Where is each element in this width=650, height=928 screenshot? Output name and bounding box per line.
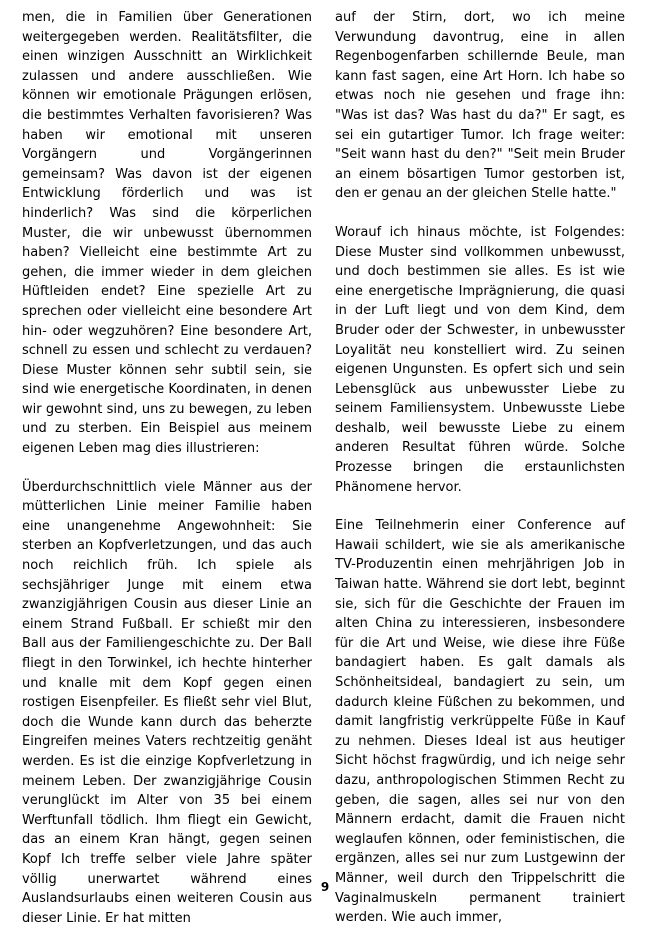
paragraph: Überdurchschnittlich viele Männer aus der mütterlichen Linie meiner Familie haben eine unangenehme Angewohnheit: Sie sterben an Kopfverletzungen, und das auch noch reichlich früh. Ich spiele als sechsjähriger Junge mit einem etwa zwanzigjährigen Cousin aus dieser Linie an einem Strand Fußball. Er schießt mir den Ball aus der Familiengeschichte zu. Der Ball fliegt in den Torwinkel, ich hechte hinterher und knalle mit dem Kopf gegen einen rostigen Eisenpfeiler. Es fließt sehr viel Blut, doch die Wunde kann durch das beherzte Eingreifen meines Vaters rechtzeitig genäht werden. Es ist die einzige Kopfverletzung in meinem Leben. Der zwanzigjährige Cousin verunglückt im Alter von 35 bei einem Werftunfall tödlich. Ihm fliegt ein Gewicht, das an einem Kran hängt, gegen seinen Kopf Ich treffe selber viele Jahre später völlig unerwartet während eines Auslandsurlaubs einen weiteren Cousin aus dieser Linie. Er hat mitten bbox=[22, 479, 312, 926]
paragraph: auf der Stirn, dort, wo ich meine Verwundung davontrug, eine in allen Regenbogenfarben schillernde Beule, man kann fast sagen, eine Art Horn. Ich habe so etwas noch nie gesehen und frage ihn: "Was ist das? Was hast du da?" Er sagt, es sei ein gutartiger Tumor. Ich frage weiter: "Seit wann hast du den?" "Seit mein Bruder an einem bösartigen Tumor gestorben ist, den er genau an der gleichen Stelle hatte." bbox=[335, 10, 625, 202]
paragraph-gap bbox=[335, 204, 625, 223]
page-number: 9 bbox=[320, 880, 330, 894]
paragraph-gap bbox=[22, 459, 312, 478]
paragraph: men, die in Familien über Generationen weitergegeben werden. Realitätsfilter, die einen winzigen Ausschnitt an Wirklichkeit zulassen und andere ausschließen. Wie können wir emotionale Prägungen erlösen, die bestimmtes Verhalten favorisieren? Was haben wir emotional mit unseren Vorgängern und Vorgängerinnen gemeinsam? Was davon ist der eigenen Entwicklung förderlich und was ist hinderlich? Was sind die körperlichen Muster, die wir unbewusst übernommen haben? Vielleicht eine bestimmte Art zu gehen, die immer wieder in dem gleichen Hüftleiden endet? Eine spezielle Art zu sprechen oder vielleicht eine besondere Art hin- oder wegzuhören? Eine besondere Art, schnell zu essen und schlecht zu verdauen? Diese Muster können sehr subtil sein, sie sind wie energetische Koordinaten, in denen wir gewohnt sind, uns zu bewegen, zu leben und zu sterben. Ein Beispiel aus meinem eigenen Leben mag dies illustrieren: bbox=[22, 10, 312, 457]
right-column bbox=[335, 8, 625, 928]
paragraph-gap bbox=[335, 497, 625, 516]
left-column bbox=[22, 8, 312, 928]
paragraph: Worauf ich hinaus möchte, ist Folgendes: Diese Muster sind vollkommen unbewusst, und doch bestimmen sie alles. Es ist wie eine energetische Imprägnierung, die quasi in der Luft liegt und von dem Kind, dem Bruder oder der Schwester, in unbewusster Loyalität neu konstelliert wird. Zu seinen eigenen Ungunsten. Es opfert sich und sein Lebensglück aus unbewusster Liebe zu seinem Familiensystem. Unbewusste Liebe deshalb, weil bewusste Liebe zu einem anderen Resultat führen würde. Solche Prozesse bringen die erstaunlichsten Phänomene hervor. bbox=[335, 224, 625, 495]
paragraph: Eine Teilnehmerin einer Conference auf Hawaii schildert, wie sie als amerikanische TV-Produzentin einen mehrjährigen Job in Taiwan hatte. Während sie dort lebt, beginnt sie, sich für die Geschichte der Frauen im alten China zu interessieren, insbesondere für die Art und Weise, wie diese ihre Füße bandagiert haben. Es galt damals als Schönheitsideal, bandagiert zu sein, um dadurch kleine Füßchen zu bekommen, und damit langfristig verkrüppelte Füße in Kauf zu nehmen. Dieses Ideal ist aus heutiger Sicht höchst fragwürdig, und ich neige sehr dazu, anthropologischen Stimmen Recht zu geben, die sagen, alles sei nur von den Männern erdacht, damit die Frauen nicht weglaufen können, oder feministischen, die ergänzen, alles sei nur zum Lustgewinn der Männer, weil durch den Trippelschritt die Vaginalmuskeln permanent trainiert werden. Wie auch immer, bbox=[335, 518, 625, 926]
